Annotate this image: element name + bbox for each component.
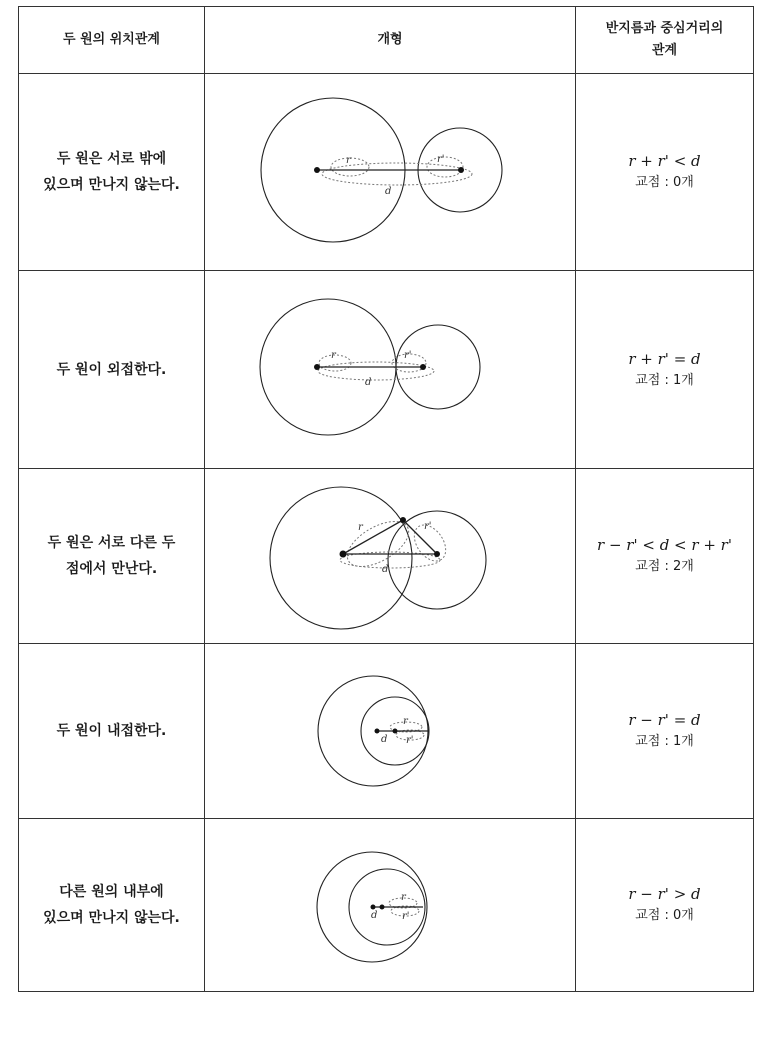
description-line1: 다른 원의 내부에 — [59, 884, 164, 900]
circle-relations-table — [18, 6, 754, 992]
label-r-prime: r' — [404, 350, 412, 361]
center-point-2 — [393, 729, 398, 734]
table-row — [19, 469, 754, 644]
description-line2: 있으며 만나지 않는다. — [43, 177, 180, 193]
description-line1: 두 원은 서로 다른 두 — [47, 535, 176, 551]
center-point-2 — [434, 551, 440, 557]
relation-formula: r + r' < d — [628, 152, 701, 170]
label-r-prime: r' — [437, 154, 445, 165]
description-line1: 두 원이 내접한다. — [56, 723, 167, 739]
relation-cell — [576, 644, 754, 819]
table-row — [19, 271, 754, 469]
header-shape-text: 개형 — [377, 32, 403, 47]
center-point-2 — [420, 364, 426, 370]
relation-formula: r − r' = d — [628, 711, 701, 729]
diagram-cell — [205, 271, 576, 469]
label-d: d — [365, 377, 372, 388]
diagram-separate-circles — [205, 74, 576, 270]
diagram-cell — [205, 644, 576, 819]
description-line2: 점에서 만난다. — [65, 561, 158, 577]
header-row — [19, 7, 754, 74]
intersection-count: 교점 : 2개 — [635, 559, 694, 574]
center-point-1 — [340, 551, 347, 558]
diagram-cell — [205, 819, 576, 992]
relation-cell — [576, 819, 754, 992]
relation-formula: r − r' < d < r + r' — [597, 536, 732, 554]
center-point-2 — [458, 167, 464, 173]
relation-cell — [576, 271, 754, 469]
relation-cell — [576, 74, 754, 271]
radius-r-prime-segment — [403, 520, 437, 554]
description-line1: 두 원은 서로 밖에 — [56, 151, 167, 167]
center-point-1 — [375, 729, 380, 734]
relation-formula: r + r' = d — [628, 349, 701, 368]
description-line2: 있으며 만나지 않는다. — [43, 910, 180, 926]
diagram-nested-circles — [205, 819, 576, 991]
label-r: r — [401, 892, 406, 903]
intersection-count: 교점 : 0개 — [635, 908, 694, 923]
label-d: d — [385, 186, 392, 197]
label-r: r — [403, 716, 408, 727]
intersection-point — [400, 517, 406, 523]
label-d: d — [381, 734, 388, 745]
row-description — [19, 819, 205, 992]
header-position — [19, 7, 205, 74]
diagram-intersecting-circles — [205, 469, 576, 643]
header-position-text: 두 원의 위치관계 — [63, 32, 160, 47]
label-r-prime: r' — [424, 521, 432, 532]
row-description — [19, 271, 205, 469]
distance-d-arc — [322, 163, 472, 185]
header-relation — [576, 7, 754, 74]
description-line1: 두 원이 외접한다. — [56, 361, 167, 378]
small-circle — [388, 511, 486, 609]
intersection-count: 교점 : 1개 — [635, 372, 694, 388]
radius-r-prime-arc — [427, 157, 463, 177]
label-r: r — [358, 522, 363, 533]
label-d: d — [371, 910, 378, 921]
header-relation-line1: 반지름과 중심거리의 — [605, 21, 724, 36]
diagram-cell — [205, 74, 576, 271]
row-description — [19, 469, 205, 644]
header-relation-line2: 관계 — [651, 43, 678, 58]
table-row — [19, 74, 754, 271]
center-point-1 — [371, 905, 376, 910]
label-r-prime: r' — [402, 911, 410, 922]
row-description — [19, 74, 205, 271]
diagram-internal-tangent — [205, 644, 576, 818]
relation-formula: r − r' > d — [628, 885, 701, 903]
intersection-count: 교점 : 0개 — [635, 175, 694, 190]
diagram-external-tangent — [205, 271, 576, 468]
label-r: r — [331, 350, 336, 361]
table-row — [19, 644, 754, 819]
header-shape — [205, 7, 576, 74]
center-point-1 — [314, 167, 320, 173]
row-description — [19, 644, 205, 819]
table-row — [19, 819, 754, 992]
diagram-cell — [205, 469, 576, 644]
intersection-count: 교점 : 1개 — [635, 734, 694, 749]
relation-cell — [576, 469, 754, 644]
label-r: r — [346, 155, 351, 166]
label-r-prime: r' — [406, 735, 414, 746]
center-point-2 — [380, 905, 385, 910]
label-d: d — [382, 564, 389, 575]
center-point-1 — [314, 364, 320, 370]
